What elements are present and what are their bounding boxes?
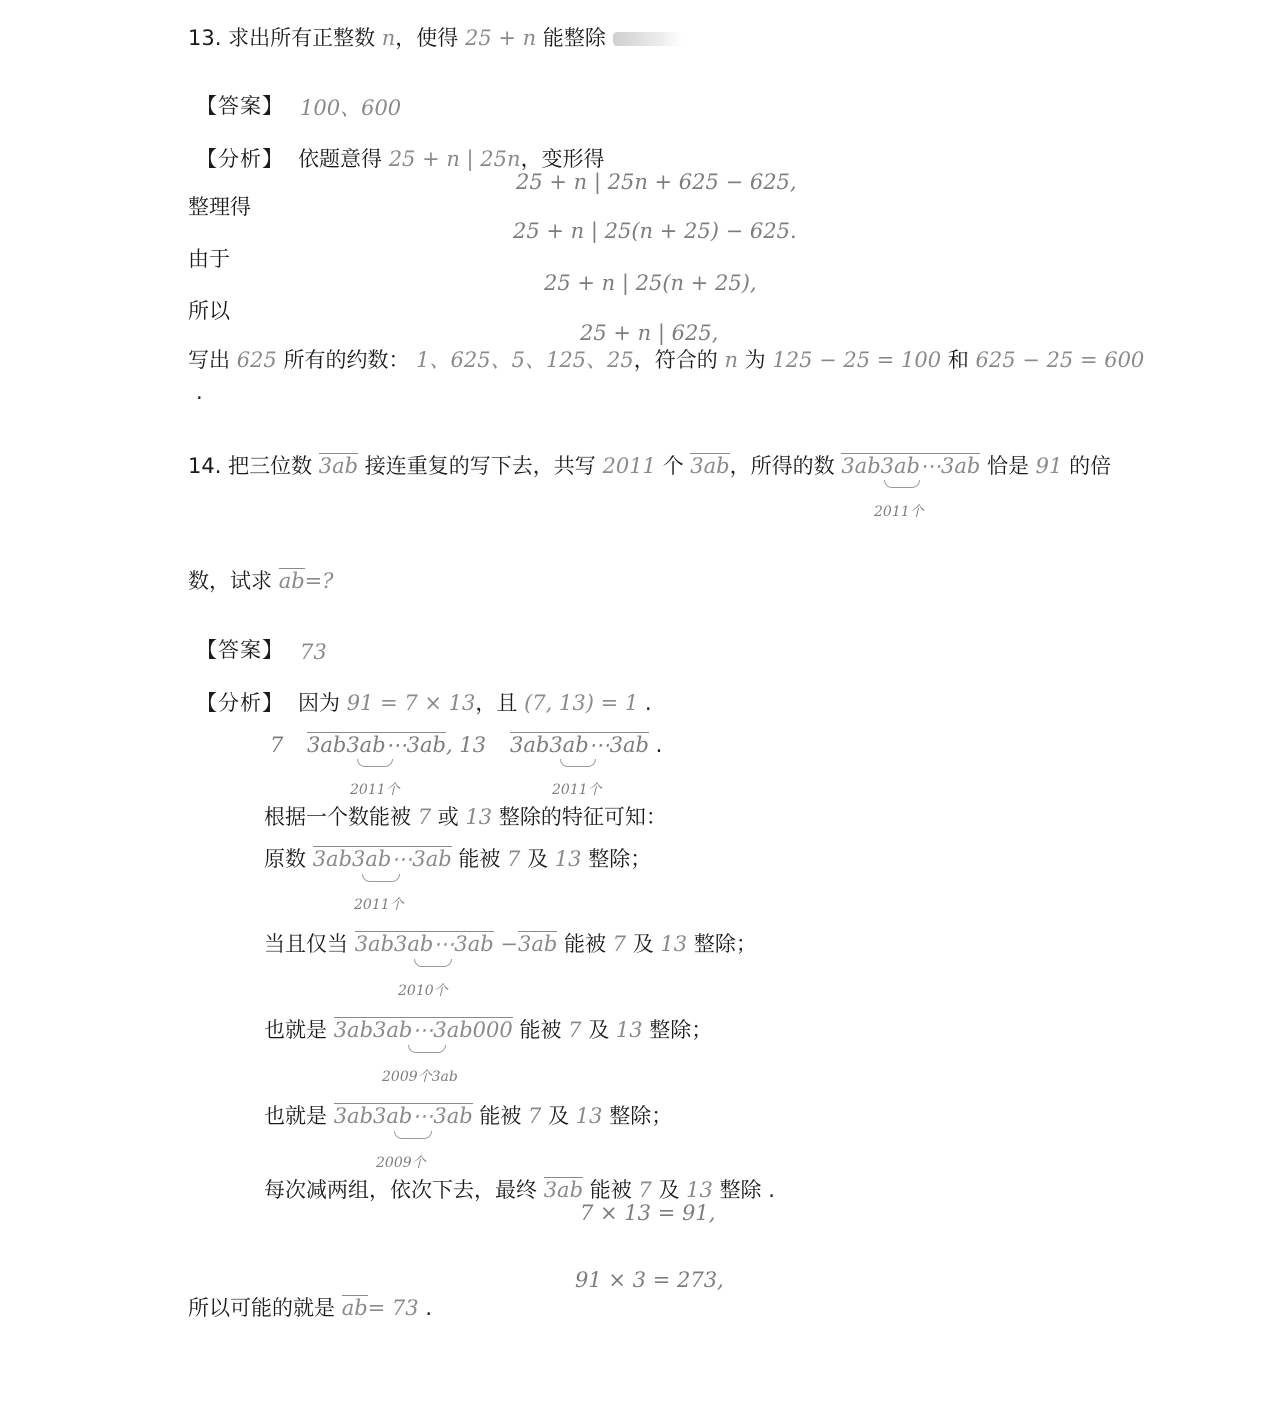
q13-label-zhengli: 整理得 bbox=[188, 195, 251, 219]
q13-stem: 13. 求出所有正整数 n，使得 25 + n 能整除 bbox=[188, 24, 683, 52]
q13-eq3: 25 + n | 25(n + 25), bbox=[544, 271, 757, 295]
underbrace bbox=[357, 759, 393, 767]
q14-yuanshu-line: 原数 3ab3ab⋯3ab 能被 7 及 13 整除； bbox=[264, 847, 652, 871]
q14-yejiu-line-1: 也就是 3ab3ab⋯3ab000 能被 7 及 13 整除； bbox=[264, 1018, 713, 1042]
q14-answer-tag: 【答案】 bbox=[196, 638, 284, 662]
q14-div-line: 3ab3ab⋯3ab, 13 bbox=[307, 733, 487, 757]
q14-eq-b: 91 × 3 = 273, bbox=[575, 1268, 724, 1292]
underbrace bbox=[362, 874, 400, 882]
q14-div-line-2: 3ab3ab⋯3ab . bbox=[510, 733, 663, 757]
underbrace bbox=[408, 1045, 446, 1053]
q13-final-dot: . bbox=[196, 380, 203, 404]
q13-analysis-tag: 【分析】 bbox=[196, 147, 284, 171]
q14-eq-a: 7 × 13 = 91, bbox=[580, 1201, 716, 1225]
q14-dangqie-line: 当且仅当 3ab3ab⋯3ab −3ab 能被 7 及 13 整除； bbox=[264, 932, 757, 956]
q13-analysis-line: 依题意得 25 + n | 25n，变形得 bbox=[298, 147, 605, 171]
q14-stem-line1: 14. 把三位数 3ab 接连重复的写下去，共写 2011 个 3ab，所得的数 3ab3ab⋯3ab 恰是 91 的倍 bbox=[188, 454, 1112, 478]
q14-analysis-tag: 【分析】 bbox=[196, 691, 284, 715]
brace-label: 2011个 bbox=[552, 782, 602, 798]
brace-label: 2010个 bbox=[398, 983, 448, 999]
q14-meici-line: 每次减两组，依次下去，最终 3ab 能被 7 及 13 整除 . bbox=[264, 1178, 775, 1202]
q13-label-suoyi: 所以 bbox=[188, 299, 230, 323]
q13-final-line: 写出 625 所有的约数： 1、625、5、125、25，符合的 n 为 125 − 25 = 100 和 625 − 25 = 600 bbox=[188, 348, 1145, 372]
q13-answer-value: 100、600 bbox=[300, 96, 402, 120]
q13-eq4: 25 + n | 625, bbox=[580, 321, 719, 345]
q14-analysis-line: 因为 91 = 7 × 13，且 (7, 13) = 1 . bbox=[298, 691, 652, 715]
brace-label: 2011个 bbox=[354, 897, 404, 913]
underbrace bbox=[394, 1131, 432, 1139]
brace-label: 2011个 bbox=[350, 782, 400, 798]
q14-stem-line2: 数，试求 ab=? bbox=[188, 569, 334, 593]
underbrace bbox=[560, 759, 596, 767]
brace-label: 2009个3ab bbox=[382, 1069, 458, 1085]
q13-eq2: 25 + n | 25(n + 25) − 625. bbox=[513, 219, 797, 243]
q14-answer-value: 73 bbox=[300, 640, 327, 664]
q14-yejiu-line-2: 也就是 3ab3ab⋯3ab 能被 7 及 13 整除； bbox=[264, 1104, 673, 1128]
brace-label: 2009个 bbox=[376, 1155, 426, 1171]
q13-label-youyu: 由于 bbox=[188, 247, 230, 271]
q13-eq1: 25 + n | 25n + 625 − 625, bbox=[516, 170, 797, 194]
underbrace bbox=[414, 959, 452, 967]
q14-final-line: 所以可能的就是 ab= 73 . bbox=[188, 1296, 433, 1320]
blurred-region bbox=[613, 32, 683, 46]
underbrace bbox=[884, 480, 920, 488]
q13-answer-tag: 【答案】 bbox=[196, 94, 284, 118]
q14-div-7: 7 bbox=[270, 733, 284, 757]
q14-brace-label: 2011个 bbox=[874, 504, 924, 520]
q14-feature-line: 根据一个数能被 7 或 13 整除的特征可知： bbox=[264, 805, 667, 829]
